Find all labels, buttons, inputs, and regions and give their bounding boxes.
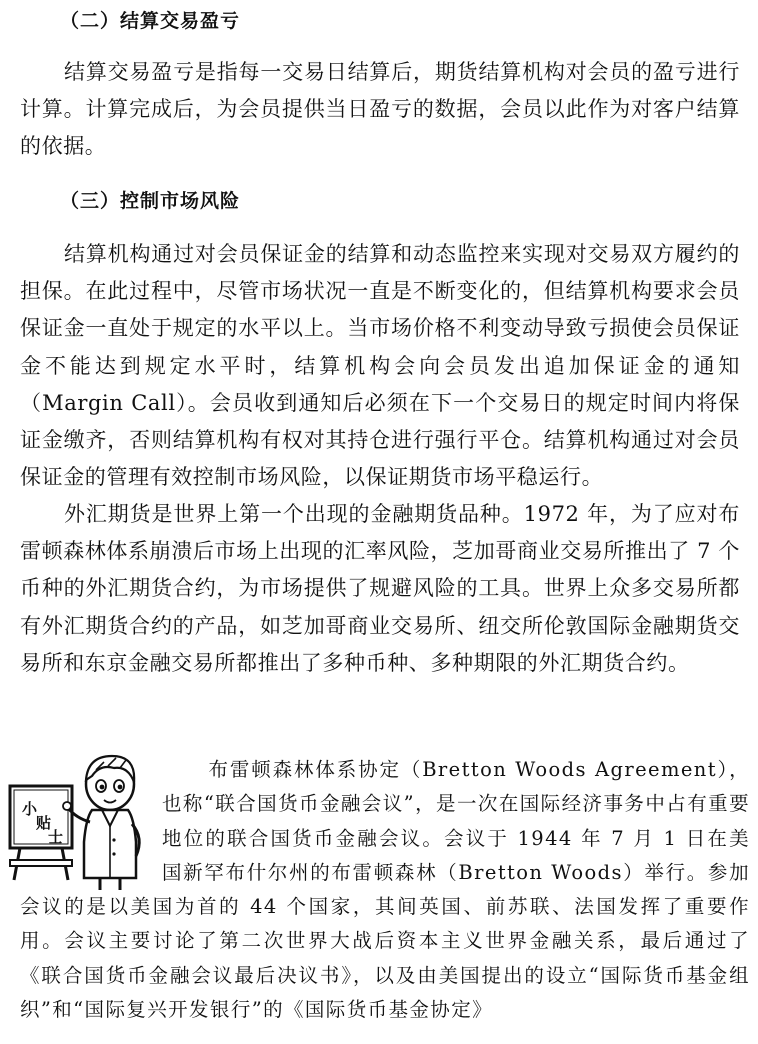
fx-futures-paragraph: 外汇期货是世界上第一个出现的金融期货品种。1972 年，为了应对布雷顿森林体系崩溃后市场上出现的汇率风险，芝加哥商业交易所推出了 7 个币种的外汇期货合约，为市场提供了规避风险的工具。世界上众多交易所都有外汇期货合约的产品，如芝加哥商业交易所、纽交所伦敦国际金融期货交易所和东京金融交易所都推出了多种币种、多种期限的外汇期货合约。	[20, 502, 740, 675]
tip-badge-char: 士	[48, 828, 64, 846]
tip-text: 布雷顿森林体系协定（Bretton Woods Agreement），也称“联合国货币金融会议”，是一次在国际经济事务中占有重要地位的联合国货币金融会议。会议于 1944 年 7 月 1 日在美国新罕布什尔州的布雷顿森林（Bretton Woods）举行。参加会议的是以美国为首的 44 个国家，其间英国、前苏联、法国发挥了重要作用。会议主要讨论了第二次世界大战后资本主义世界金融关系，最后通过了《联合国货币金融会议最后决议书》，以及由美国提出的设立“国际货币基金组织”和“国际复兴开发银行”的《国际货币基金协定》	[20, 758, 750, 1022]
section-2-heading: （二）结算交易盈亏	[60, 10, 241, 32]
section-3-heading: （三）控制市场风险	[60, 190, 241, 212]
tip-badge-char: 贴	[36, 814, 52, 832]
section-3-paragraph: 结算机构通过对会员保证金的结算和动态监控来实现对交易双方履约的担保。在此过程中，尽管市场状况一直是不断变化的，但结算机构要求会员保证金一直处于规定的水平以上。当市场价格不利变动导致亏损使会员保证金不能达到规定水平时，结算机构会向会员发出追加保证金的通知（Margin Call）。会员收到通知后必须在下一个交易日的规定时间内将保证金缴齐，否则结算机构有权对其持仓进行强行平仓。结算机构通过对会员保证金的管理有效控制市场风险，以保证期货市场平稳运行。	[20, 242, 740, 490]
tip-box	[20, 753, 750, 1027]
tip-badge-char: 小	[22, 800, 38, 818]
tip-illustration-spacer	[20, 753, 162, 885]
section-2-paragraph: 结算交易盈亏是指每一交易日结算后，期货结算机构对会员的盈亏进行计算。计算完成后，为会员提供当日盈亏的数据，会员以此作为对客户结算的依据。	[20, 60, 740, 159]
